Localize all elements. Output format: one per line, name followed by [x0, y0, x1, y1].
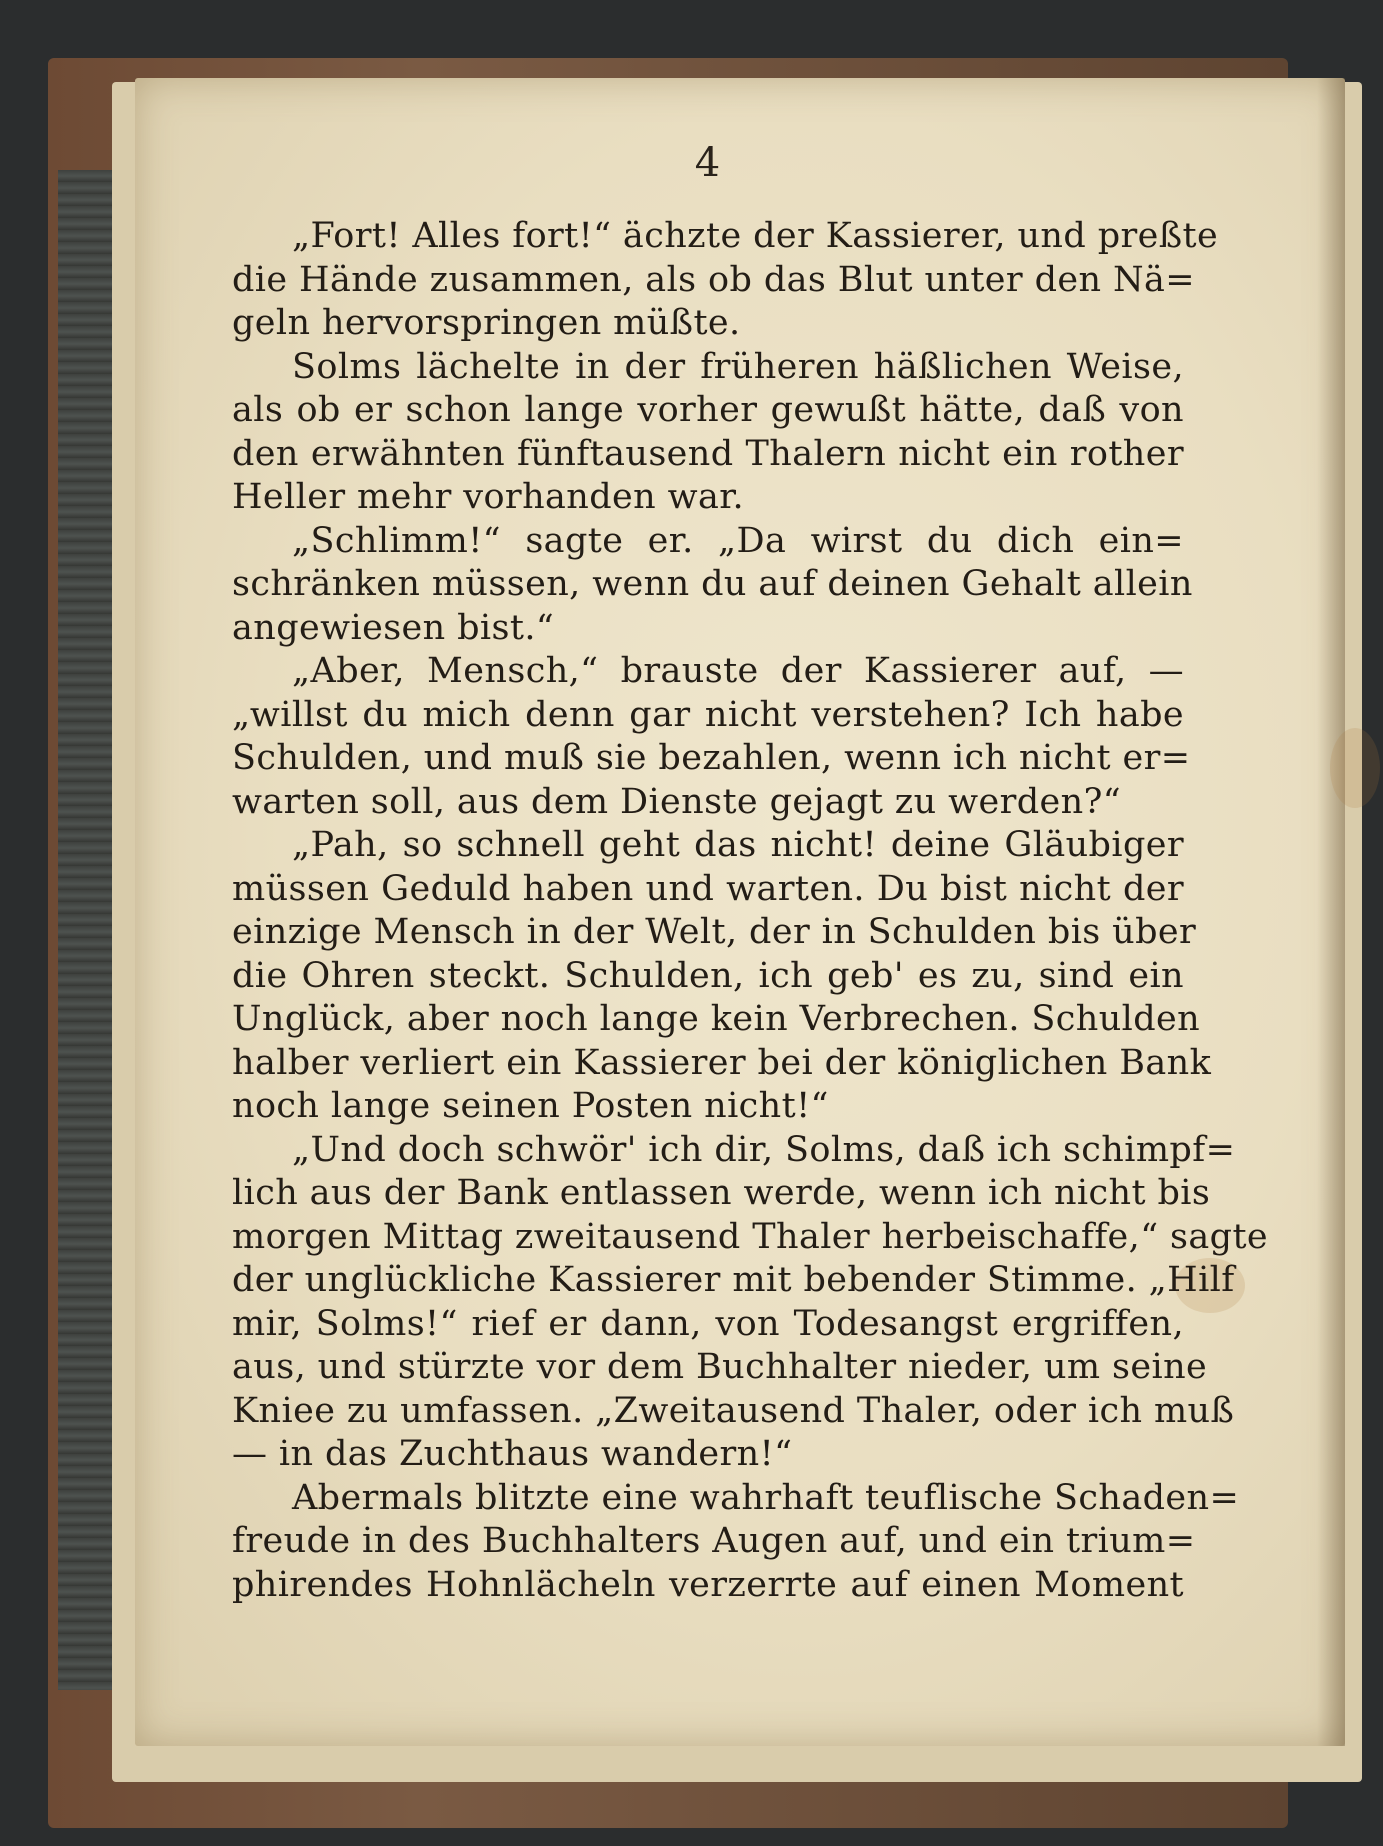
text-line: müssen Geduld haben und warten. Du bist nicht der: [232, 868, 1184, 909]
text-line: freude in des Buchhalters Augen auf, und ein trium=: [232, 1521, 1196, 1561]
text-line: „Pah, so schnell geht das nicht! deine Gläubiger: [292, 825, 1184, 865]
text-line: der unglückliche Kassierer mit bebender Stimme. „Hilf: [232, 1260, 1235, 1300]
text-line: Unglück, aber noch lange kein Verbrechen. Schulden: [232, 999, 1201, 1039]
text-line: „Fort! Alles fort!“ ächzte der Kassierer, und preßte: [292, 216, 1219, 256]
text-line: geln hervorspringen müßte.: [232, 303, 741, 343]
text-line: den erwähnten fünftausend Thalern nicht ein rother: [232, 433, 1184, 474]
text-line: phirendes Hohnlächeln verzerrte auf einen Moment: [232, 1564, 1184, 1605]
text-line: schränken müssen, wenn du auf deinen Gehalt allein: [232, 564, 1193, 604]
text-line: „Schlimm!“ sagte er. „Da wirst du dich ein=: [292, 520, 1184, 561]
text-line: Schulden, und muß sie bezahlen, wenn ich nicht er=: [232, 738, 1191, 778]
text-line: einzige Mensch in der Welt, der in Schulden bis über: [232, 912, 1197, 952]
text-line: warten soll, aus dem Dienste gejagt zu werden?“: [232, 781, 1122, 822]
text-line: Kniee zu umfassen. „Zweitausend Thaler, oder ich muß: [232, 1390, 1235, 1431]
text-line: „willst du mich denn gar nicht verstehen? Ich habe: [232, 694, 1184, 735]
page-number: 4: [694, 140, 721, 186]
text-line: angewiesen bist.“: [232, 607, 555, 648]
page-gutter: [1317, 78, 1345, 1746]
text-line: „Und doch schwör' ich dir, Solms, daß ich schimpf=: [292, 1129, 1236, 1170]
text-line: — in das Zuchthaus wandern!“: [232, 1434, 793, 1474]
text-line: Abermals blitzte eine wahrhaft teuflische Schaden=: [292, 1477, 1240, 1518]
text-line: Heller mehr vorhanden war.: [232, 477, 745, 517]
paper-stain: [1330, 728, 1380, 808]
text-line: „Aber, Mensch,“ brauste der Kassierer auf, —: [292, 651, 1184, 691]
body-text: [232, 215, 1269, 1607]
text-line: morgen Mittag zweitausend Thaler herbeischaffe,“ sagte: [232, 1216, 1269, 1257]
text-line: die Ohren steckt. Schulden, ich geb' es zu, sind ein: [232, 955, 1184, 996]
text-line: als ob er schon lange vorher gewußt hätte, daß von: [232, 390, 1184, 430]
text-line: Solms lächelte in der früheren häßlichen Weise,: [292, 346, 1184, 387]
text-line: die Hände zusammen, als ob das Blut unter den Nä=: [232, 259, 1195, 300]
text-line: noch lange seinen Posten nicht!“: [232, 1086, 829, 1126]
text-line: mir, Solms!“ rief er dann, von Todesangst ergriffen,: [232, 1303, 1184, 1344]
text-line: lich aus der Bank entlassen werde, wenn ich nicht bis: [232, 1173, 1211, 1213]
text-line: halber verliert ein Kassierer bei der königlichen Bank: [232, 1042, 1212, 1083]
text-line: aus, und stürzte vor dem Buchhalter nieder, um seine: [232, 1347, 1208, 1387]
